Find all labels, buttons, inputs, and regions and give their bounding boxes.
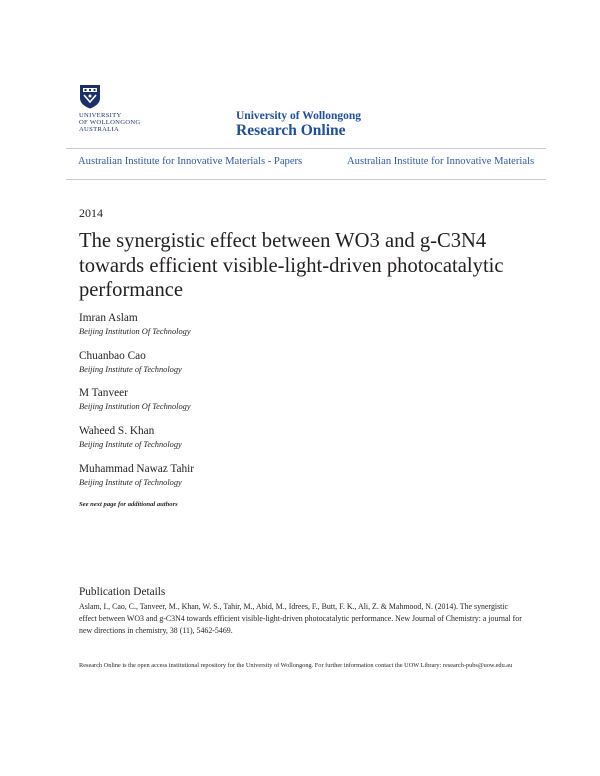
author-name[interactable]: Muhammad Nawaz Tahir <box>79 462 195 475</box>
logo-wordmark <box>79 112 145 133</box>
author-entry <box>79 425 539 463</box>
logo-line: UNIVERSITY <box>79 112 122 119</box>
author-affiliation: Beijing Institute of Technology <box>79 477 182 487</box>
uow-crest-icon <box>79 84 101 109</box>
author-entry <box>79 350 539 388</box>
author-affiliation: Beijing Institution Of Technology <box>79 402 191 412</box>
repository-name-link[interactable]: Research Online <box>236 122 346 139</box>
author-entry <box>79 312 539 350</box>
author-affiliation: Beijing Institution Of Technology <box>79 327 191 336</box>
publication-citation: Aslam, I., Cao, C., Tanveer, M., Khan, W. S., Tahir, M., Abid, M., Idrees, F., Butt, F. K., Ali, Z. & Mahmood, N. (2014). The synergistic effect between WO3 and g-C3N4 towards efficient visible-light-driven photocatalytic performance. New Journal of Chemistry: a journal for new directions in chemistry, 38 (11), 5462-5469. <box>79 602 522 635</box>
publication-details-heading: Publication Details <box>79 586 166 598</box>
author-name[interactable]: Imran Aslam <box>79 312 138 324</box>
collection-link-papers[interactable]: Australian Institute for Innovative Materials - Papers <box>78 156 303 167</box>
logo-line: OF WOLLONGONG <box>79 119 141 126</box>
author-affiliation: Beijing Institute of Technology <box>79 364 182 374</box>
header-divider-bottom <box>66 179 546 180</box>
header-divider-top <box>66 148 546 149</box>
author-entry <box>79 463 539 501</box>
author-name[interactable]: Chuanbao Cao <box>79 349 146 362</box>
repository-footer-note: Research Online is the open access institutional repository for the University of Wollongong. For further information contact the UOW Library: research-pubs@uow.edu.au <box>79 662 513 669</box>
author-affiliation: Beijing Institute of Technology <box>79 440 182 450</box>
author-name[interactable]: Waheed S. Khan <box>79 425 155 438</box>
logo-line: AUSTRALIA <box>79 126 120 133</box>
university-name-link[interactable]: University of Wollongong <box>236 110 362 122</box>
more-authors-note: See next page for additional authors <box>79 501 178 508</box>
publication-year: 2014 <box>79 206 103 220</box>
university-logo[interactable] <box>79 84 143 134</box>
author-entry <box>79 387 539 425</box>
collection-link-institute[interactable]: Australian Institute for Innovative Materials <box>347 156 535 167</box>
author-name[interactable]: M Tanveer <box>79 387 128 400</box>
author-list <box>79 312 539 500</box>
paper-title[interactable]: The synergistic effect between WO3 and g-C3N4 towards efficient visible-light-driven photocatalytic performance <box>79 230 504 301</box>
